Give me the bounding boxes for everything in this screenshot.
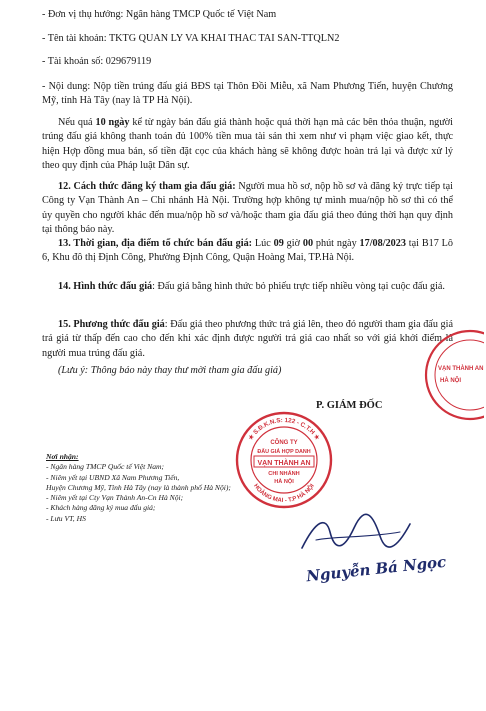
seal-line-5: HÀ NỘI [274, 479, 294, 485]
account-number-line: - Tài khoản số: 029679119 [42, 56, 152, 67]
recipient-item: - Khách hàng đăng ký mua đấu giá; [46, 503, 156, 513]
payment-content-line: - Nội dung: Nộp tiền trúng đấu giá BĐS tại Thôn Đồi Miễu, xã Nam Phương Tiến, huyện Chương Mỹ, tỉnh Hà Tây (nay là TP Hà Nội). [42, 81, 453, 107]
recipient-item: - Niêm yết tại Cty Vạn Thành An-Cn Hà Nội; [46, 493, 184, 503]
seal-line-1: CÔNG TY [270, 440, 298, 446]
deposit-paragraph: Nếu quá 10 ngày kể từ ngày bán đấu giá thành hoặc quá thời hạn mà các bên thỏa thuận, người trúng đấu giá không thanh toán đủ 100% tiền mua tài sản thì xem như vi phạm việc giao kết, thực hiện Hợp đồng mua bán, số tiền đặt cọc của khách hàng sẽ không được hoàn trả lại và được xử lý theo quy định của Pháp luật Dân sự. [42, 117, 453, 171]
partial-seal-text: VẠN THÀNH AN [438, 366, 484, 372]
beneficiary-line: - Đơn vị thụ hưởng: Ngân hàng TMCP Quốc tế Việt Nam [42, 9, 277, 20]
seal-line-3: VẠN THÀNH AN [257, 460, 311, 467]
account-name-line: - Tên tài khoản: TKTG QUAN LY VA KHAI THAC TAI SAN-TTQLN2 [42, 33, 340, 44]
recipient-item: - Lưu VT, HS [46, 513, 86, 523]
signer-title: P. GIÁM ĐỐC [316, 400, 383, 411]
partial-seal-text-2: HÀ NỘI [440, 378, 461, 384]
recipient-item: - Niêm yết tại UBND Xã Nam Phương Tiến, [46, 472, 180, 482]
section-14-form: 14. Hình thức đấu giá: Đấu giá bằng hình thức bỏ phiếu trực tiếp nhiều vòng tại cuộc đấu giá. [58, 281, 445, 292]
seal-ring-bottom-text: HOÀNG MAI - T.P HÀ NỘI [252, 483, 316, 505]
section-15-method: 15. Phương thức đấu giá: Đấu giá theo phương thức trả giá lên, theo đó người tham gia đấu giá trả giá từ thấp đến cao cho đến khi xác định được người trả giá cao nhất so với giá khởi điểm là người mua trúng đấu giá. [42, 319, 453, 359]
section-12-registration: 12. Cách thức đăng ký tham gia đấu giá: Người mua hồ sơ, nộp hồ sơ và đăng ký trực tiếp tại Công ty Vạn Thành An – Chi nhánh Hà Nội. Trường hợp không tự mình mua/nộp hồ sơ thì có thể ủy quyền cho người khác đến mua/nộp hồ sơ và/hoặc tham gia đấu giá theo đúng thời hạn quy định tại thông báo này. [42, 181, 453, 235]
company-seal-stamp [234, 410, 334, 510]
recipients-heading: Nơi nhận: [46, 452, 79, 461]
signature-scribble [296, 510, 416, 560]
seal-line-2: ĐẤU GIÁ HỢP DANH [257, 449, 311, 455]
section-13-time-place: 13. Thời gian, địa điểm tổ chức bán đấu giá: Lúc 09 giờ 00 phút ngày 17/08/2023 tại B17 Lô 6, Khu đô thị Định Công, Phường Định Công, Quận Hoàng Mai, TP.Hà Nội. [42, 238, 454, 264]
partial-seal-stamp [420, 320, 484, 430]
seal-line-4: CHI NHÁNH [268, 471, 300, 477]
recipient-item: - Ngân hàng TMCP Quốc tế Việt Nam; [46, 462, 165, 472]
recipient-item: Huyện Chương Mỹ, Tỉnh Hà Tây (nay là thành phố Hà Nội); [46, 482, 231, 492]
notice-note: (Lưu ý: Thông báo này thay thư mời tham gia đấu giá) [58, 365, 282, 376]
seal-ring-top-text: ★ S.Đ.K.N.S: 122 - C.T.H ★ [247, 416, 321, 442]
signer-name: Nguyễn Bá Ngọc [305, 552, 448, 586]
